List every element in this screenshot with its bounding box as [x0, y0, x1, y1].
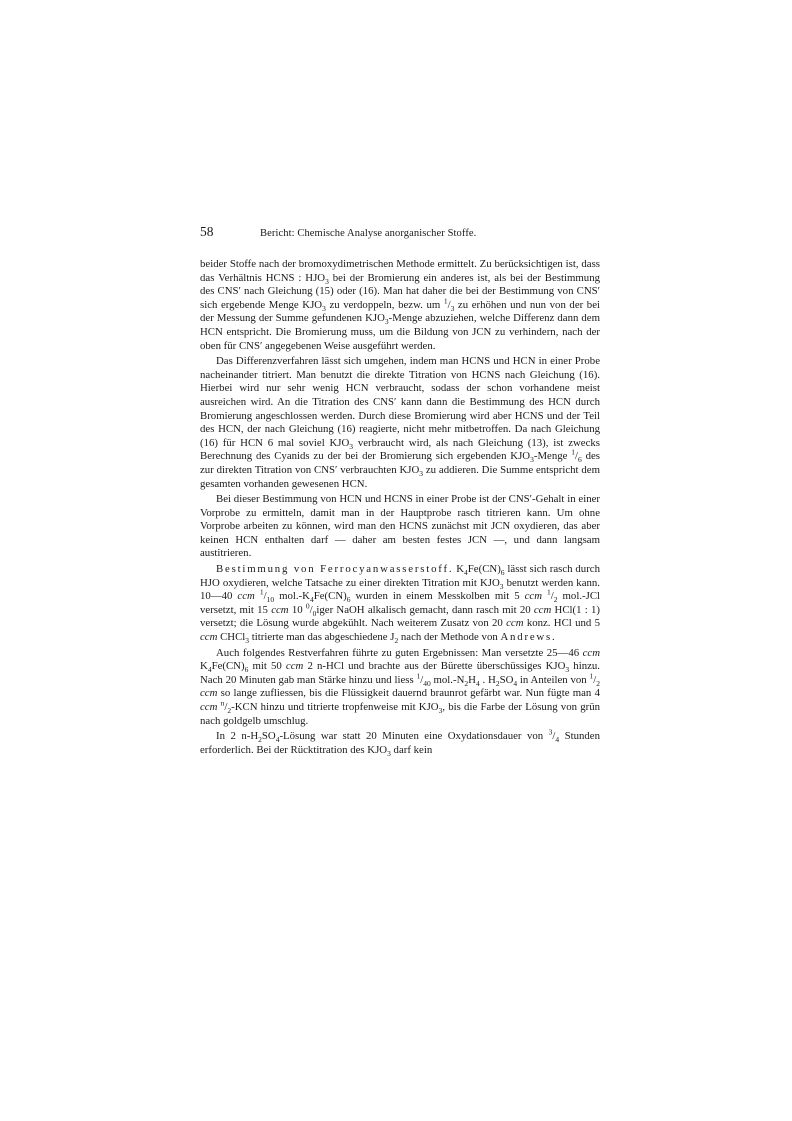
page: [200, 224, 600, 757]
body-text: [200, 258, 600, 757]
paragraph-3: Bei dieser Bestimmung von HCN und HCNS in einer Probe ist der CNS′-Gehalt in einer Vorprobe zu ermitteln, damit man in der Hauptprobe rasch titrieren kann. Um ohne Vorprobe arbeiten zu können, wird man den HCNS zunächst mit JCN oxydieren, das aber keinen HCN enthalten darf — daher am besten festes JCN —, und dann langsam austitrieren.: [200, 493, 600, 560]
paragraph-6: In 2 $n-H_2SO_4$-Lösung war statt 20 Minuten eine Oxydationsdauer von $^3/_4$ Stunden erforderlich. Bei der Rücktitration des $KJO_3$ darf kein: [200, 727, 600, 758]
paragraph-2: Das Differenzverfahren lässt sich umgehen, indem man HCNS und HCN in einer Probe nacheinander titriert. Man benutzt die direkte Titration von HCNS nach Gleichung (16). Hierbei wird nur sehr wenig HCN verbraucht, sodass der schon vorhandene meist ausreichen wird. An die Titration des CNS′ kann dann die Bestimmung des HCN durch Bromierung angeschlossen werden. Durch diese Bromierung wird aber HCNS und der Teil des HCN, der nach Gleichung (16) reagierte, nicht mehr mitbetroffen. Da nach Gleichung (16) für HCN 6 mal soviel $KJO_3$ verbraucht wird, als nach Gleichung (13), ist zwecks Berechnung des Cyanids zu der bei der Bromierung sich ergebenden $KJO_3$-Menge $^1/_6$ des zur direkten Titration von CNS′ verbrauchten $KJO_3$ zu addieren. Die Summe entspricht dem gesamten vorhanden gewesenen HCN.: [200, 355, 600, 490]
paragraph-4: Bestimmung von Ferrocyanwasserstoff. $K_4Fe(CN)_6$ lässt sich rasch durch HJO oxydieren, welche Tatsache zu einer direkten Titration mit $KJO_3$ benutzt werden kann. 10—40 ccm $^1/_{10}$ $mol.-K_4Fe(CN)_6$ wurden in einem Messkolben mit 5 ccm $^1/_2$ mol.-JCl versetzt, mit 15 ccm 10 $^0/_0iger$ NaOH alkalisch gemacht, dann rasch mit 20 ccm HCl(1 : 1) versetzt; die Lösung wurde abgekühlt. Nach weiterem Zusatz von 20 ccm konz. HCl und 5 ccm CHCl$_3$ titrierte man das abgeschiedene $J_2$ nach der Methode von Andrews.: [200, 563, 601, 646]
paragraph-5: Auch folgendes Restverfahren führte zu guten Ergebnissen: Man versetzte 25—46 ccm $K_4Fe(CN)_6$ mit 50 ccm 2 n-HCl und brachte aus der Bürette überschüssiges $KJO_3$ hinzu. Nach 20 Minuten gab man Stärke hinzu und liess $^1/_{40}$ $mol.-N_2H_4$ . $H_2SO_4$ in Anteilen von $^1/_2$ ccm so lange zufliessen, bis die Flüssigkeit dauernd braunrot gefärbt war. Nun fügte man 4 ccm $^n/_2$-KCN hinzu und titrierte tropfenweise mit $KJO_3$, bis die Farbe der Lösung von grün nach goldgelb umschlug.: [200, 646, 600, 727]
running-title: Bericht: Chemische Analyse anorganischer Stoffe.: [260, 228, 477, 239]
paragraph-1: beider Stoffe nach der bromoxydimetrischen Methode ermittelt. Zu berücksichtigen ist, dass das Verhältnis HCNS : $HJO_3$ bei der Bromierung ein anderes ist, als bei der Bestimmung des CNS′ nach Gleichung (15) oder (16). Man hat daher die bei der Bestimmung von CNS′ sich ergebende Menge $KJO_3$ zu verdoppeln, bezw. um $^1/_3$ zu erhöhen und nun von der bei der Messung der Summe gefundenen $KJO_3$-Menge abzuziehen, welche Differenz dann dem HCN entspricht. Die Bromierung muss, um die Bildung von JCN zu verhindern, nach der oben für CNS′ angegebenen Weise ausgeführt werden.: [200, 258, 600, 352]
running-head: [200, 224, 600, 246]
page-number: 58: [200, 224, 214, 239]
